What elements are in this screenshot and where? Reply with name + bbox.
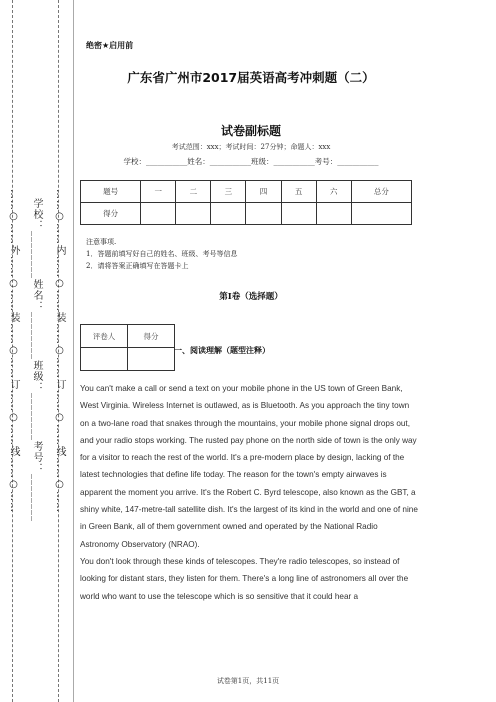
score-cell[interactable] [281,203,316,225]
section-heading: 一、阅读理解（题型注释） [174,345,270,355]
score-cell[interactable] [316,203,351,225]
part-title: 第I卷（选择题） [219,292,283,302]
notes-heading: 注意事项. [86,238,117,246]
binding-separator [73,0,74,702]
binding-inner-text: ……○……内……○……装……○……订……○……线……○…… [54,189,65,513]
student-info-line: 学校：___________姓名：___________班级：___________考号：___________ [123,157,379,166]
score-header-cell: 四 [246,181,281,203]
binding-margin-inner [46,0,72,702]
exam-info: 考试范围：xxx；考试时间：27分钟；命题人：xxx [171,143,331,151]
score-header-cell: 二 [176,181,211,203]
binding-student-fields-column [26,0,46,702]
passage-paragraph: You can't make a call or send a text on your mobile phone in the US town of Green Bank, West Virginia. Wireless Internet is outlawed, as is Bluetooth. As you approach the tiny town on a two-lane road that snakes through the mountains, your mobile phone signal drops out, and your radio stops working. The rusted pay phone on the north side of town is the only way for a visitor to reach the rest of the world. It's a pre-modern place by design, lacking of the latest technologies that define life today. The reason for the town's empty airwaves is apparent the moment you arrive. It's the Robert C. Byrd telescope, also known as the GBT, a shiny white, 147-metre-tall satellite dish. It's the largest of its kind in the world and one of nine in Green Bank, all of them government owned and operated by the National Radio Astronomy Observatory (NRAO). [80,384,418,549]
notes-item: 2．请将答案正确填写在答题卡上 [86,262,189,270]
reading-passage [80,380,418,605]
passage-paragraph: You don't look through these kinds of telescopes. They're radio telescopes, so instead of looking for distant stars, they listen for them. There's a long line of astronomers all over the world who want to use the telescope which is so sensitive that it could hear a [80,556,409,601]
score-header-cell: 六 [316,181,351,203]
binding-margin-outer [0,0,26,702]
grader-cell[interactable] [81,348,128,371]
score-cell[interactable] [176,203,211,225]
score-col-label: 得分 [128,325,175,348]
score-header-cell: 一 [141,181,176,203]
grader-table [80,324,175,371]
page-footer: 试卷第1页，共11页 [216,677,280,685]
score-header-cell: 总分 [351,181,411,203]
score-cell[interactable] [246,203,281,225]
grader-score-cell[interactable] [128,348,175,371]
binding-student-fields: 学校：________姓名：________班级：________考号：________ [31,198,42,522]
binding-outer-text: ……○……外……○……装……○……订……○……线……○…… [8,189,19,513]
score-cell[interactable] [351,203,411,225]
score-cell[interactable] [211,203,246,225]
exam-title: 广东省广州市2017届英语高考冲刺题（二） [127,70,375,85]
exam-subtitle: 试卷副标题 [220,124,281,138]
score-header-cell: 五 [281,181,316,203]
score-row-label: 得分 [81,203,141,225]
score-header-cell: 三 [211,181,246,203]
notes-block [86,236,237,272]
secret-mark: 绝密★启用前 [86,41,134,50]
score-table-score-row [81,203,412,225]
score-header-cell: 题号 [81,181,141,203]
notes-item: 1．答题前填写好自己的姓名、班级、考号等信息 [86,250,238,258]
score-table-header-row [81,181,412,203]
score-table [80,180,412,225]
grader-col-label: 评卷人 [81,325,128,348]
score-cell[interactable] [141,203,176,225]
